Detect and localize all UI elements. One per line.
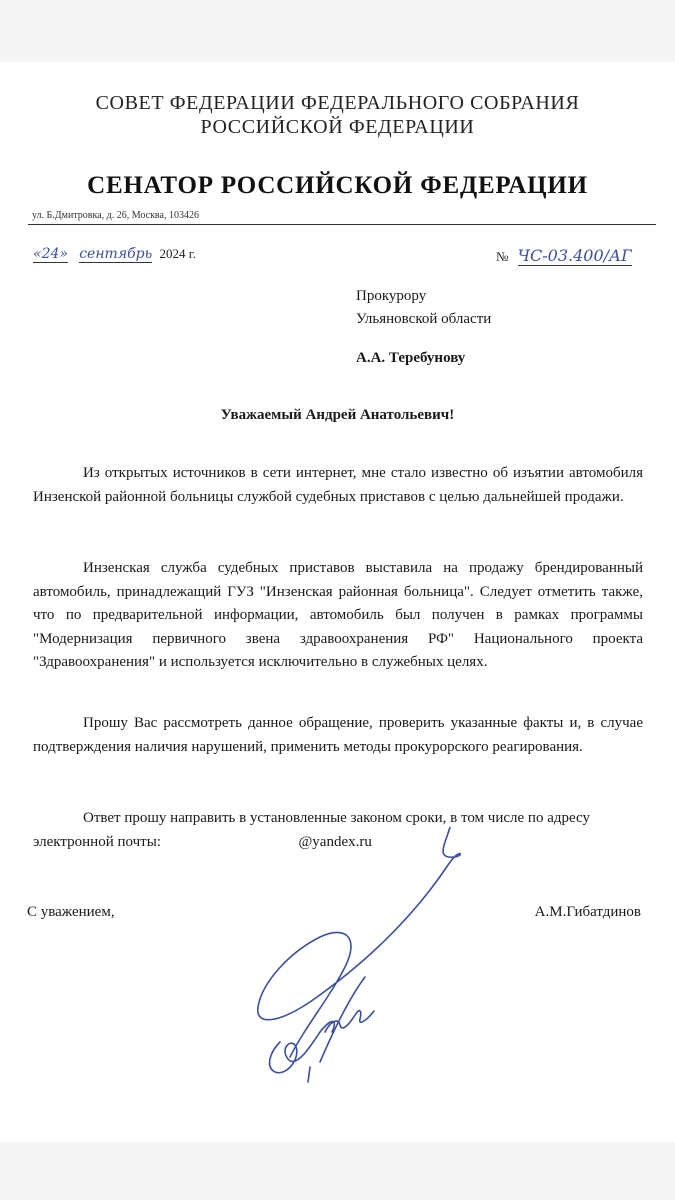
letter-date	[33, 246, 196, 262]
email-prefix: электронной почты:	[33, 833, 161, 850]
handwritten-signature	[250, 827, 480, 1087]
page-title: СЕНАТОР РОССИЙСКОЙ ФЕДЕРАЦИИ	[87, 172, 588, 199]
top-margin	[0, 0, 675, 62]
body-paragraph-1: Из открытых источников в сети интернет, мне стало известно об изъятии автомобиля Инзенской районной больницы службой судебных приставов с целью дальнейшей продажи.	[33, 465, 643, 505]
closing-regards: С уважением,	[27, 904, 115, 920]
date-month: сентябрь	[79, 246, 153, 262]
addressee-line-2: Ульяновской области	[356, 311, 492, 327]
header-divider	[28, 224, 656, 225]
letter-page	[0, 62, 675, 1142]
number-prefix: №	[496, 249, 509, 264]
salutation: Уважаемый Андрей Анатольевич!	[220, 407, 455, 423]
signer-name: А.М.Гибатдинов	[534, 904, 641, 920]
date-day: «24»	[33, 246, 68, 262]
header-line-1: СОВЕТ ФЕДЕРАЦИИ ФЕДЕРАЛЬНОГО СОБРАНИЯ	[95, 92, 580, 114]
email-domain: @yandex.ru	[298, 833, 372, 850]
sender-address: ул. Б.Дмитровка, д. 26, Москва, 103426	[32, 210, 199, 221]
header-line-2: РОССИЙСКОЙ ФЕДЕРАЦИИ	[200, 116, 475, 138]
addressee-line-1: Прокурору	[356, 288, 427, 304]
date-year: 2024 г.	[159, 246, 196, 261]
bottom-margin	[0, 1142, 675, 1200]
body-paragraph-3: Прошу Вас рассмотреть данное обращение, проверить указанные факты и, в случае подтверждения наличия нарушений, применить методы прокурорского реагирования.	[33, 715, 643, 755]
body-paragraph-2: Инзенская служба судебных приставов выставила на продажу брендированный автомобиль, принадлежащий ГУЗ "Инзенская районная больница". Следует отметить также, что по предварительной информации, автомобиль был получен в рамках программы "Модернизация первичного звена здравоохранения РФ" Национального проекта "Здравоохранения" и используется исключительно в служебных целях.	[33, 560, 643, 670]
letter-number	[496, 246, 632, 265]
number-value: ЧС-03.400/АГ	[517, 246, 632, 265]
paragraph-4-text: Ответ прошу направить в установленные законом сроки, в том числе по адресу	[83, 810, 590, 826]
addressee-name: А.А. Теребунову	[356, 350, 466, 366]
